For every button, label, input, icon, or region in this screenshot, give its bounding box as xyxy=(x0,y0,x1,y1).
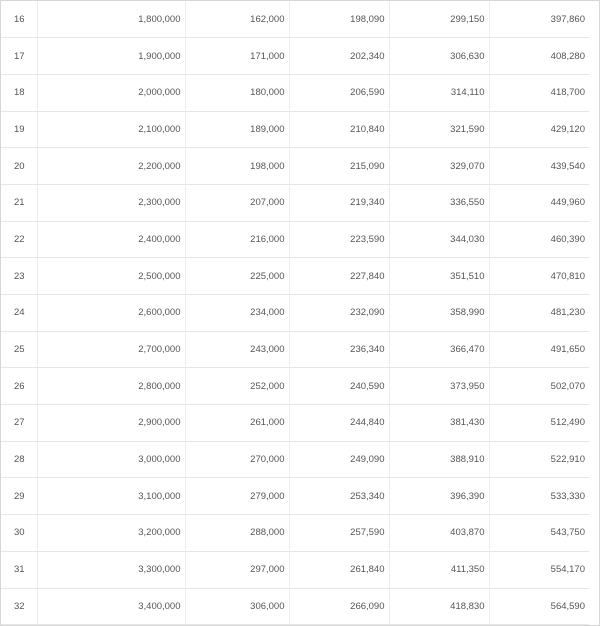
cell-col-1: 2,100,000 xyxy=(37,111,185,148)
cell-col-4: 351,510 xyxy=(389,258,489,295)
table-row xyxy=(1,331,589,368)
cell-row-number: 32 xyxy=(1,588,37,625)
cell-col-4: 358,990 xyxy=(389,295,489,332)
cell-col-1: 3,000,000 xyxy=(37,441,185,478)
cell-row-number: 28 xyxy=(1,441,37,478)
cell-col-4: 418,830 xyxy=(389,588,489,625)
cell-col-5: 418,700 xyxy=(489,74,589,111)
table-row xyxy=(1,515,589,552)
cell-col-2: 198,000 xyxy=(185,148,289,185)
table-row xyxy=(1,368,589,405)
cell-col-4: 411,350 xyxy=(389,551,489,588)
table-row xyxy=(1,588,589,625)
cell-col-4: 388,910 xyxy=(389,441,489,478)
table-row xyxy=(1,148,589,185)
cell-row-number: 26 xyxy=(1,368,37,405)
cell-col-2: 171,000 xyxy=(185,38,289,75)
cell-col-2: 216,000 xyxy=(185,221,289,258)
cell-col-2: 306,000 xyxy=(185,588,289,625)
cell-col-2: 252,000 xyxy=(185,368,289,405)
cell-col-1: 1,800,000 xyxy=(37,1,185,38)
cell-col-3: 240,590 xyxy=(289,368,389,405)
cell-col-3: 244,840 xyxy=(289,405,389,442)
cell-col-1: 3,300,000 xyxy=(37,551,185,588)
cell-col-5: 491,650 xyxy=(489,331,589,368)
cell-col-5: 543,750 xyxy=(489,515,589,552)
cell-row-number: 29 xyxy=(1,478,37,515)
cell-col-5: 439,540 xyxy=(489,148,589,185)
cell-col-3: 253,340 xyxy=(289,478,389,515)
table-body xyxy=(1,1,589,625)
cell-row-number: 25 xyxy=(1,331,37,368)
cell-col-3: 257,590 xyxy=(289,515,389,552)
cell-col-5: 408,280 xyxy=(489,38,589,75)
cell-col-2: 243,000 xyxy=(185,331,289,368)
cell-col-1: 2,800,000 xyxy=(37,368,185,405)
cell-col-3: 232,090 xyxy=(289,295,389,332)
table-row xyxy=(1,38,589,75)
cell-col-1: 3,100,000 xyxy=(37,478,185,515)
table-row xyxy=(1,258,589,295)
cell-col-3: 202,340 xyxy=(289,38,389,75)
cell-col-4: 373,950 xyxy=(389,368,489,405)
cell-col-5: 397,860 xyxy=(489,1,589,38)
table-row xyxy=(1,74,589,111)
cell-col-1: 2,600,000 xyxy=(37,295,185,332)
cell-col-5: 449,960 xyxy=(489,184,589,221)
cell-col-3: 206,590 xyxy=(289,74,389,111)
table-row xyxy=(1,295,589,332)
cell-col-1: 2,900,000 xyxy=(37,405,185,442)
cell-col-1: 2,200,000 xyxy=(37,148,185,185)
cell-col-3: 261,840 xyxy=(289,551,389,588)
cell-row-number: 30 xyxy=(1,515,37,552)
cell-col-3: 227,840 xyxy=(289,258,389,295)
cell-col-3: 210,840 xyxy=(289,111,389,148)
table-row xyxy=(1,111,589,148)
cell-row-number: 18 xyxy=(1,74,37,111)
cell-col-5: 481,230 xyxy=(489,295,589,332)
cell-col-4: 381,430 xyxy=(389,405,489,442)
cell-row-number: 21 xyxy=(1,184,37,221)
cell-row-number: 22 xyxy=(1,221,37,258)
cell-col-2: 279,000 xyxy=(185,478,289,515)
cell-row-number: 24 xyxy=(1,295,37,332)
table-row xyxy=(1,551,589,588)
cell-col-1: 2,300,000 xyxy=(37,184,185,221)
cell-row-number: 16 xyxy=(1,1,37,38)
cell-row-number: 20 xyxy=(1,148,37,185)
cell-row-number: 19 xyxy=(1,111,37,148)
cell-col-3: 266,090 xyxy=(289,588,389,625)
cell-col-4: 336,550 xyxy=(389,184,489,221)
cell-col-3: 249,090 xyxy=(289,441,389,478)
cell-col-1: 2,400,000 xyxy=(37,221,185,258)
cell-col-5: 460,390 xyxy=(489,221,589,258)
table-row xyxy=(1,441,589,478)
cell-col-1: 3,400,000 xyxy=(37,588,185,625)
cell-col-4: 403,870 xyxy=(389,515,489,552)
cell-col-5: 470,810 xyxy=(489,258,589,295)
cell-col-1: 2,700,000 xyxy=(37,331,185,368)
table-row xyxy=(1,478,589,515)
cell-col-5: 564,590 xyxy=(489,588,589,625)
cell-col-3: 236,340 xyxy=(289,331,389,368)
cell-col-5: 512,490 xyxy=(489,405,589,442)
cell-col-5: 502,070 xyxy=(489,368,589,405)
cell-col-1: 2,500,000 xyxy=(37,258,185,295)
cell-col-4: 299,150 xyxy=(389,1,489,38)
cell-col-4: 366,470 xyxy=(389,331,489,368)
cell-row-number: 23 xyxy=(1,258,37,295)
cell-col-2: 234,000 xyxy=(185,295,289,332)
cell-col-5: 429,120 xyxy=(489,111,589,148)
table-row xyxy=(1,1,589,38)
data-table xyxy=(1,1,589,625)
cell-col-2: 225,000 xyxy=(185,258,289,295)
table-row xyxy=(1,184,589,221)
cell-col-4: 306,630 xyxy=(389,38,489,75)
cell-col-4: 314,110 xyxy=(389,74,489,111)
cell-col-1: 3,200,000 xyxy=(37,515,185,552)
cell-col-2: 162,000 xyxy=(185,1,289,38)
cell-col-5: 522,910 xyxy=(489,441,589,478)
cell-col-1: 2,000,000 xyxy=(37,74,185,111)
cell-row-number: 17 xyxy=(1,38,37,75)
cell-col-4: 329,070 xyxy=(389,148,489,185)
cell-col-2: 288,000 xyxy=(185,515,289,552)
cell-col-4: 396,390 xyxy=(389,478,489,515)
cell-row-number: 31 xyxy=(1,551,37,588)
cell-col-1: 1,900,000 xyxy=(37,38,185,75)
cell-col-2: 261,000 xyxy=(185,405,289,442)
cell-col-2: 270,000 xyxy=(185,441,289,478)
cell-col-2: 180,000 xyxy=(185,74,289,111)
cell-col-3: 198,090 xyxy=(289,1,389,38)
cell-col-4: 344,030 xyxy=(389,221,489,258)
cell-col-2: 189,000 xyxy=(185,111,289,148)
cell-col-2: 297,000 xyxy=(185,551,289,588)
cell-col-2: 207,000 xyxy=(185,184,289,221)
cell-col-4: 321,590 xyxy=(389,111,489,148)
cell-col-5: 554,170 xyxy=(489,551,589,588)
cell-row-number: 27 xyxy=(1,405,37,442)
cell-col-5: 533,330 xyxy=(489,478,589,515)
table-row xyxy=(1,221,589,258)
table-row xyxy=(1,405,589,442)
cell-col-3: 219,340 xyxy=(289,184,389,221)
cell-col-3: 215,090 xyxy=(289,148,389,185)
cell-col-3: 223,590 xyxy=(289,221,389,258)
